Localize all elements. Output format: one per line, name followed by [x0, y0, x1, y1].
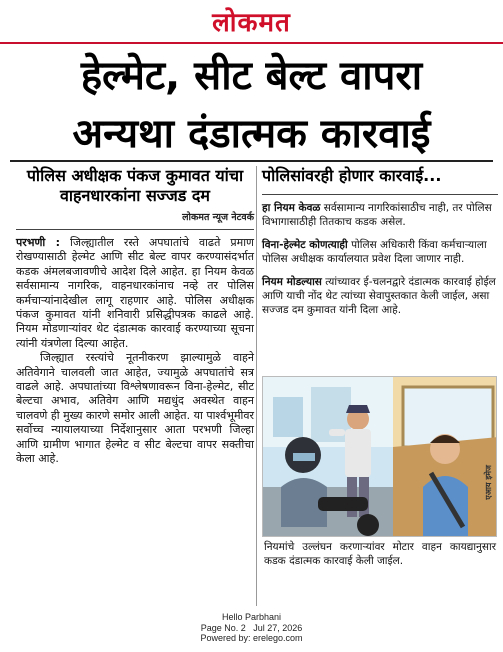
right-column [262, 166, 498, 326]
column-divider [256, 166, 257, 606]
rule-1-text: सर्वसामान्य नागरिकांसाठीच नाही, तर पोलिस विभागासाठीही तितकाच कडक असेल. [262, 202, 492, 229]
footer-powered-by: Powered by: erelego.com [200, 633, 303, 643]
article-paragraph-1 [16, 236, 254, 351]
image-caption: नियमांचे उल्लंघन करणाऱ्यांवर मोटार वाहन कायद्यानुसार कडक दंडात्मक कारवाई केली जाईल. [264, 541, 496, 568]
byline-divider [16, 229, 254, 230]
rule-1-lead: हा नियम केवळ [262, 202, 321, 214]
lokmat-logo: लोकमत [212, 8, 291, 38]
article-paragraph-2: जिल्ह्यात रस्त्यांचे नूतनीकरण झाल्यामुळे वाहने अतिवेगाने चालवली जात आहेत, ज्यामुळे अपघातांचे सत्र वाढले आहे. अपघातांच्या विश्लेषणावरून विना-हेल्मेट, सीट बेल्टचा अभाव, अतिवेग आणि मद्यधुंद अवस्थेत वाहन चालवणे ही मुख्य कारणे समोर आली आहेत. या पार्श्वभूमीवर सर्वोच्च न्यायालयाच्या निर्देशानुसार आता परभणी जिल्हा आणि ग्रामीण भागात हेल्मेट व सीट बेल्टचा वापर सक्तीचा केला आहे. [16, 351, 254, 466]
left-subhead: पोलिस अधीक्षक पंकज कुमावत यांचा वाहनधारकांना सज्जड दम [26, 166, 244, 205]
headline-line-1: हेल्मेट, सीट बेल्ट वापरा [80, 53, 423, 99]
dateline: परभणी : [16, 236, 60, 249]
image-credit: एआय इमेज [484, 465, 493, 500]
headline-line-2: अन्यथा दंडात्मक कारवाई [72, 111, 431, 157]
rule-paragraph-3 [262, 275, 498, 318]
page-footer [0, 612, 503, 644]
right-divider [262, 194, 498, 195]
right-subhead: पोलिसांवरही होणार कारवाई... [262, 166, 442, 185]
rule-paragraph-2 [262, 238, 498, 267]
headline-rule [10, 160, 493, 162]
rule-3-lead: नियम मोडल्यास [262, 275, 322, 288]
article-body [16, 236, 254, 467]
left-column [16, 166, 254, 467]
footer-page-date: Page No. 2 Jul 27, 2026 [200, 622, 303, 633]
rule-2-lead: विना-हेल्मेट कोणत्याही [262, 238, 348, 251]
rule-2-text: पोलिस अधिकारी किंवा कर्मचाऱ्याला पोलिस अधीक्षक कार्यालयात प्रवेश दिला जाणार नाही. [262, 238, 487, 266]
byline: लोकमत न्यूज नेटवर्क [182, 212, 254, 223]
rule-3-text: त्यांच्यावर ई-चलनद्वारे दंडात्मक कारवाई होईल आणि याची नोंद थेट त्यांच्या सेवापुस्तकात केली जाईल, असा सज्जड दम कुमावत यांनी दिला आहे. [262, 275, 496, 317]
illustration-scene [263, 377, 497, 537]
paragraph-1-text: जिल्ह्यातील रस्ते अपघातांचे वाढते प्रमाण रोखण्यासाठी हेल्मेट आणि सीट बेल्ट वापर करण्यासंदर्भात कडक अंमलबजावणीचे आदेश दिले आहेत. हा नियम केवळ सर्वसामान्य नागरिक, वाहनधारकांनाच नव्हे तर पोलिस कर्मचाऱ्यांनादेखील लागू राहणार आहे. पोलिस अधीक्षक पंकज कुमावत यांनी शनिवारी प्रसिद्धीपत्रक काढले आहे. नियम मोडणाऱ्यांवर थेट दंडात्मक कारवाई करण्याच्या सूचना त्यांनी यंत्रणेला दिल्या आहेत. [16, 236, 254, 350]
article-illustration [262, 376, 497, 537]
police-uniform [345, 429, 371, 477]
rule-paragraph-1 [262, 201, 498, 230]
masthead [0, 0, 503, 44]
footer-edition: Hello Parbhani [221, 612, 282, 622]
